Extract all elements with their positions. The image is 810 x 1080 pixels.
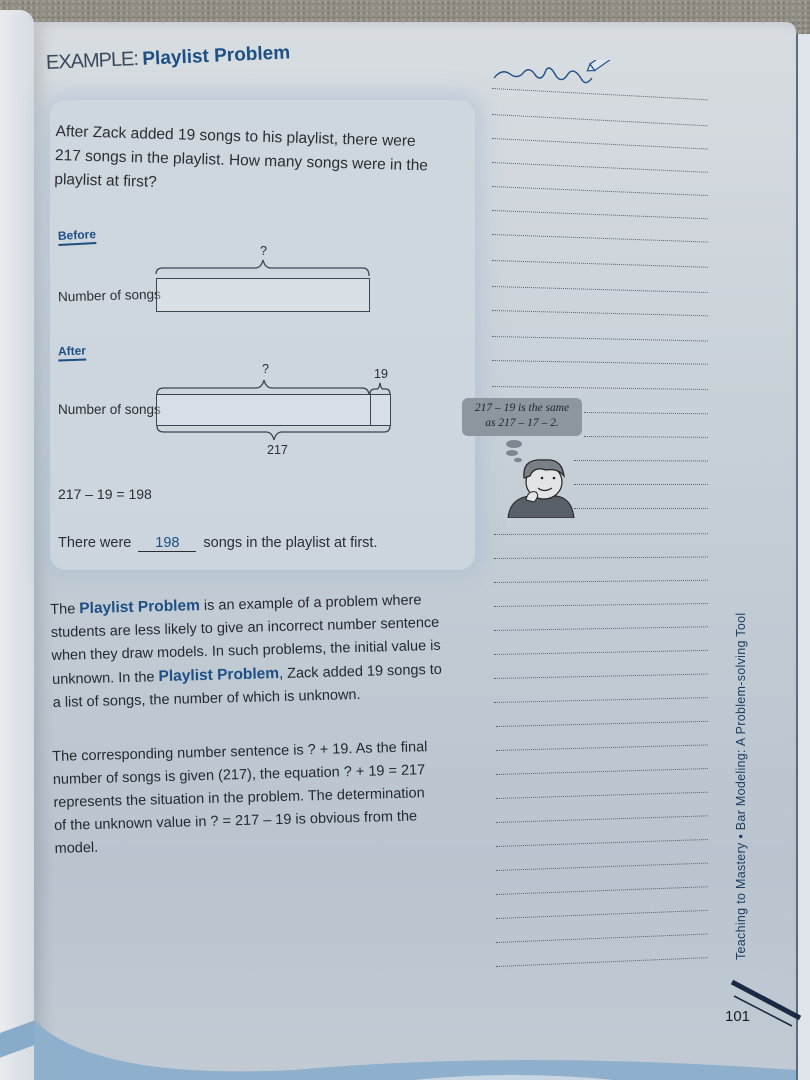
answer-sentence xyxy=(58,535,377,552)
problem-line: After Zack added 19 songs to his playlist, there were xyxy=(55,122,416,151)
problem-line: playlist at first? xyxy=(54,170,158,191)
paragraph-line: The corresponding number sentence is ? + 19. As the final xyxy=(52,739,428,765)
bottom-wave-decoration xyxy=(34,1020,796,1080)
pencil-scribble-icon xyxy=(492,60,612,90)
thinking-boy-icon xyxy=(500,440,580,518)
after-bottom-brace xyxy=(156,426,392,442)
answer-prefix: There were xyxy=(58,535,132,551)
before-top-brace xyxy=(155,258,371,278)
paragraph-line: The Playlist Problem is an example of a problem where xyxy=(50,592,422,618)
page-stack-edge xyxy=(796,34,810,1080)
facing-page-stripe xyxy=(0,1000,34,1070)
thought-bubble xyxy=(462,398,582,436)
paragraph-line: a list of songs, the number of which is unknown. xyxy=(52,686,361,711)
after-bar xyxy=(156,394,391,426)
paragraph-line: represents the situation in the problem. The determination xyxy=(53,785,425,811)
before-unknown-label: ? xyxy=(260,244,267,258)
solution-equation: 217 – 19 = 198 xyxy=(58,486,152,502)
after-bar-added-segment xyxy=(370,395,371,425)
example-title: Playlist Problem xyxy=(141,42,291,70)
paragraph-line: unknown. In the Playlist Problem, Zack added 19 songs to xyxy=(51,661,443,688)
after-total-label: 217 xyxy=(267,443,288,457)
facing-page-edge xyxy=(0,10,34,1080)
paragraph-1 xyxy=(50,587,478,715)
thought-line: 217 – 19 is the same xyxy=(474,402,570,414)
note-line[interactable] xyxy=(574,508,708,509)
note-line[interactable] xyxy=(574,484,708,485)
after-label: After xyxy=(58,344,87,362)
paragraph-line: when they draw models. In such problems, the initial value is xyxy=(51,637,441,664)
example-prefix: EXAMPLE: xyxy=(45,47,139,74)
paragraph-line: students are less likely to give an incorrect number sentence xyxy=(50,614,440,641)
paragraph-2 xyxy=(52,735,480,861)
problem-statement xyxy=(54,120,446,203)
after-row-label: Number of songs xyxy=(58,402,161,417)
answer-value: 198 xyxy=(138,535,196,552)
running-head: Teaching to Mastery • Bar Modeling: A Problem-solving Tool xyxy=(734,612,748,960)
paragraph-line: number of songs is given (217), the equation ? + 19 = 217 xyxy=(52,762,426,788)
paragraph-line: of the unknown value in ? = 217 – 19 is obvious from the xyxy=(53,808,418,834)
after-unknown-label: ? xyxy=(262,362,269,376)
page-number: 101 xyxy=(725,1008,751,1025)
before-bar xyxy=(156,278,370,312)
paragraph-line: model. xyxy=(54,839,99,857)
after-added-label: 19 xyxy=(374,367,388,381)
problem-line: 217 songs in the playlist. How many songs were in the xyxy=(54,146,429,175)
before-row-label: Number of songs xyxy=(57,286,161,305)
before-label: Before xyxy=(58,227,97,246)
thought-line: as 217 – 17 – 2. xyxy=(485,417,559,429)
answer-suffix: songs in the playlist at first. xyxy=(203,535,378,551)
